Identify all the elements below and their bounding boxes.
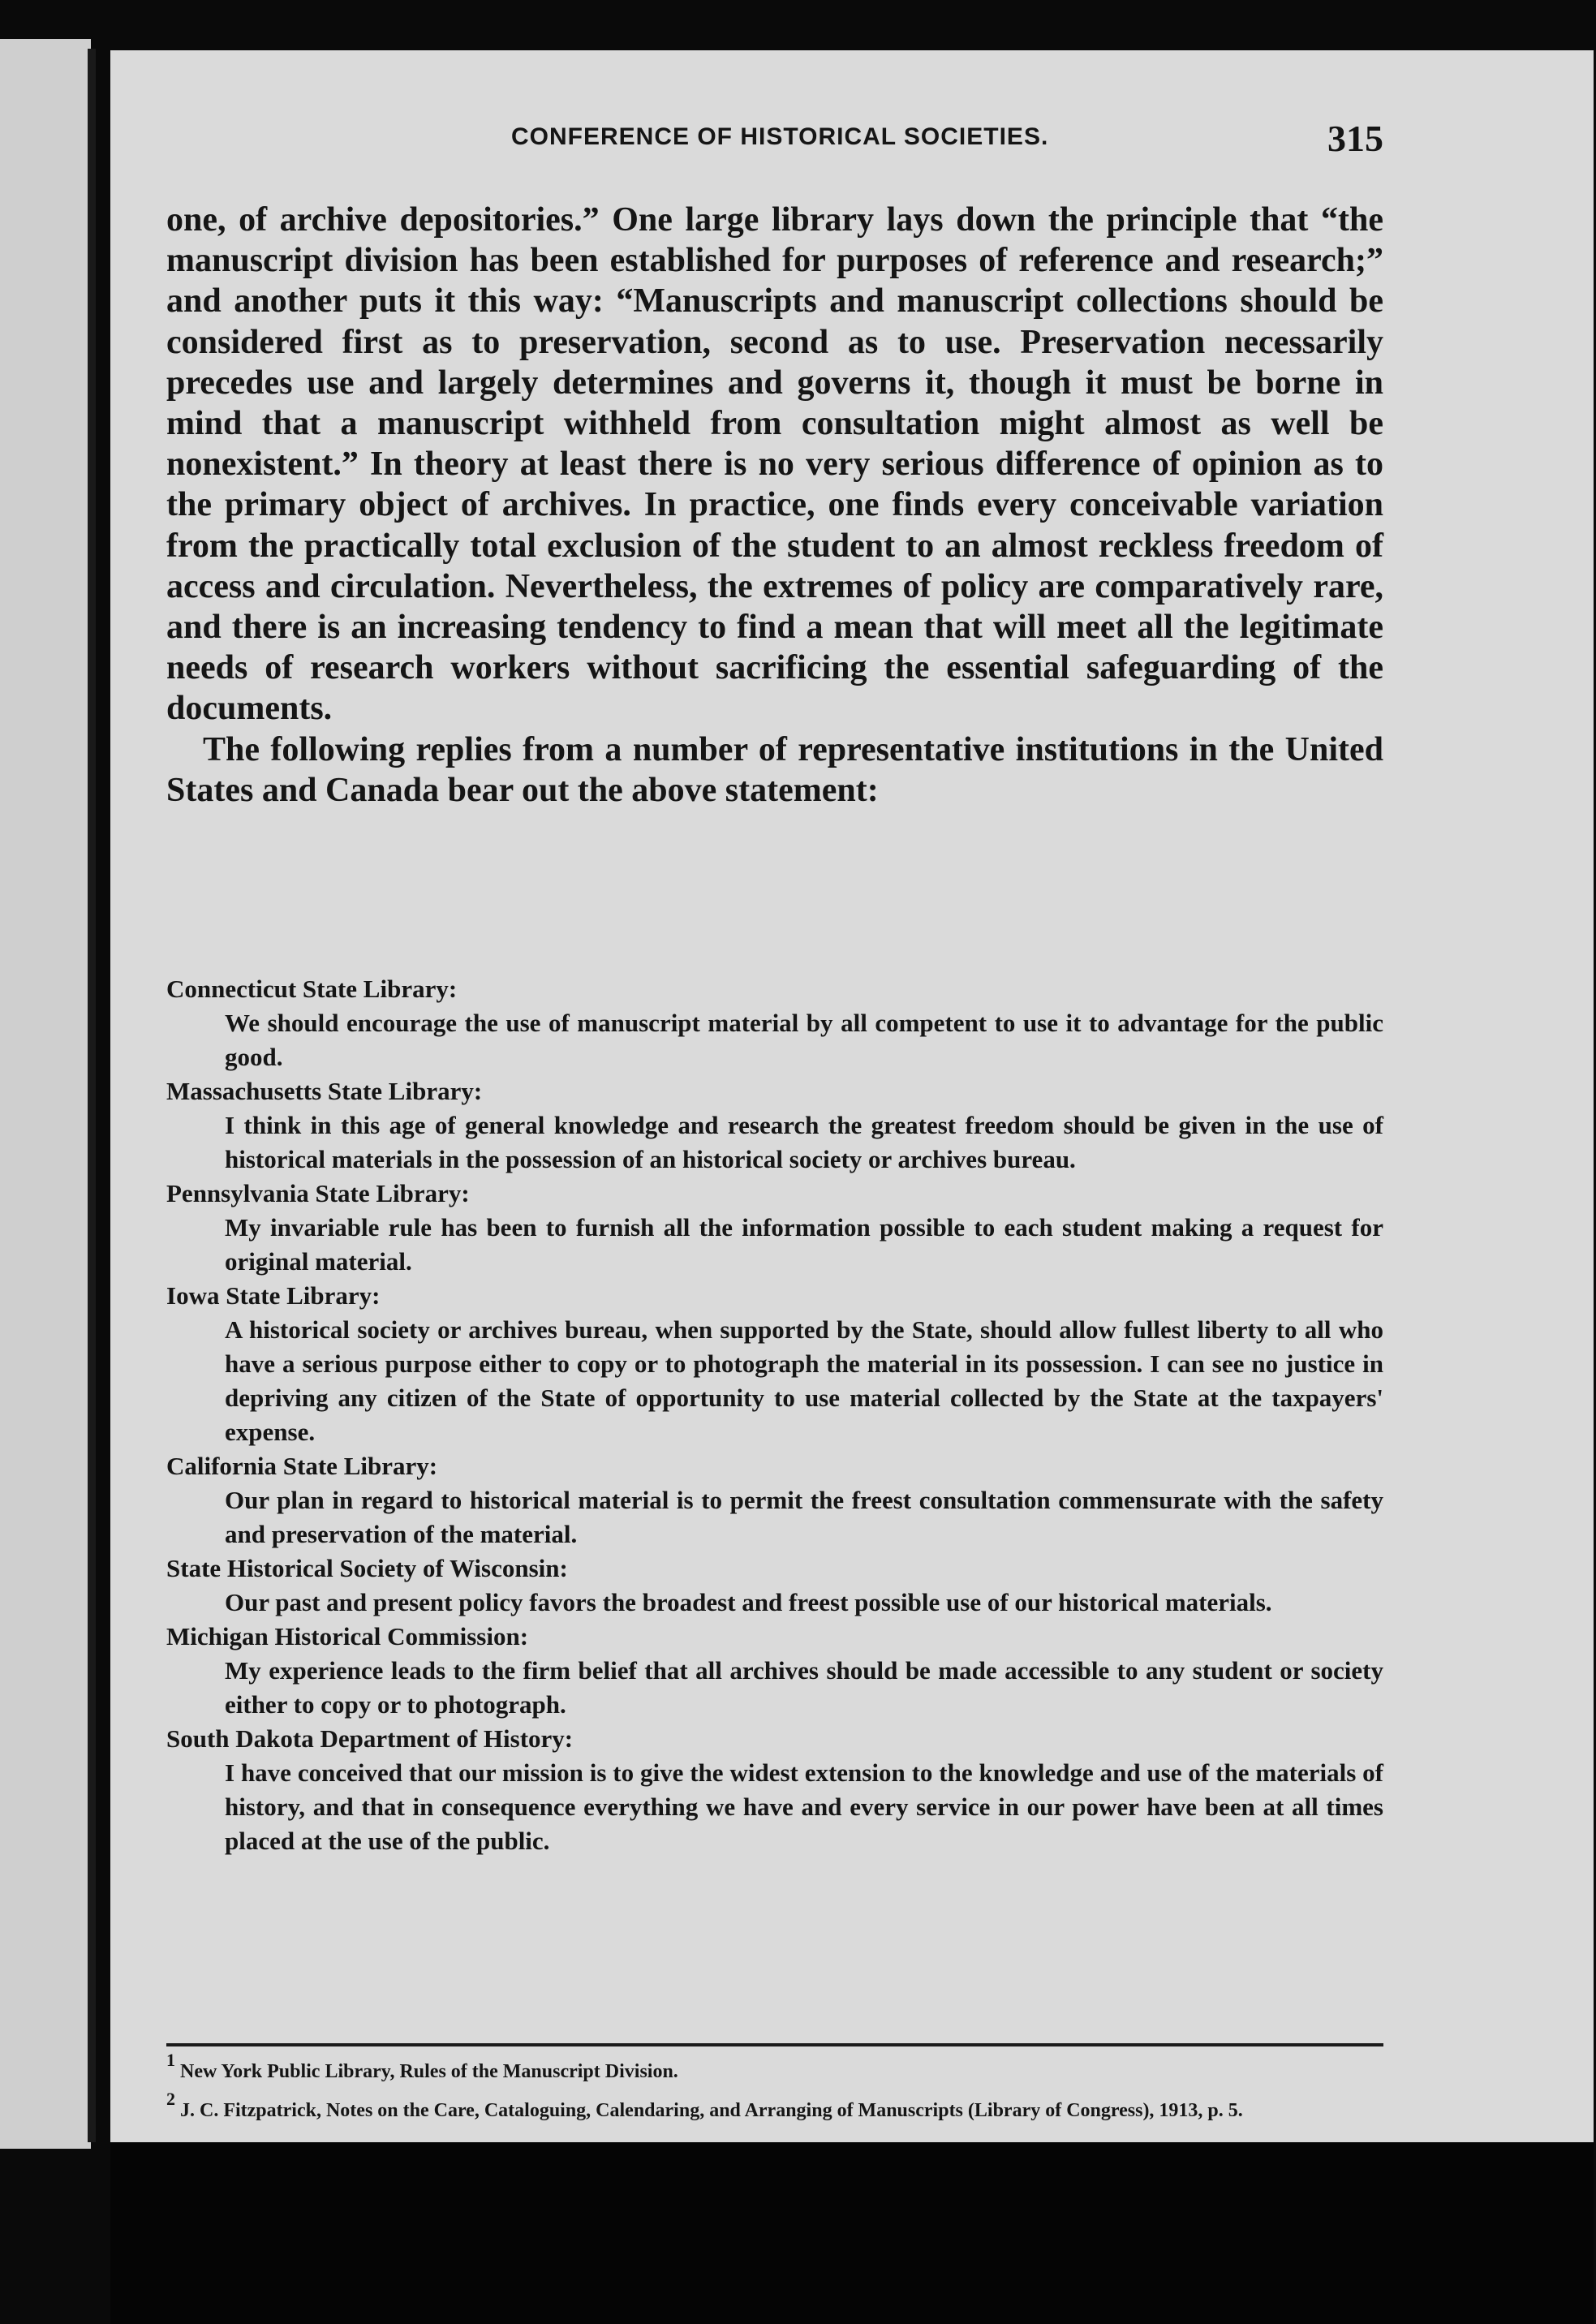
footnote-mark: 1 bbox=[166, 2050, 175, 2070]
reply-text: We should encourage the use of manuscript material by all competent to use it to advantage for the public good. bbox=[225, 1009, 1383, 1071]
footnote bbox=[166, 2046, 1383, 2085]
running-head: CONFERENCE OF HISTORICAL SOCIETIES. bbox=[511, 123, 1049, 150]
body-text bbox=[166, 200, 1383, 811]
footnote-mark: 2 bbox=[166, 2089, 175, 2109]
reply-entry bbox=[166, 1551, 1383, 1620]
page-binding-edge bbox=[88, 49, 96, 2142]
reply-entry bbox=[166, 1449, 1383, 1551]
scan-border bbox=[110, 2142, 1594, 2324]
institution-name: South Dakota Department of History: bbox=[166, 1724, 574, 1753]
paragraph-1: one, of archive depositories.” One large library lays down the principle that “the manuscript division has been established for purposes of reference and research;” and another puts it this way: “Manuscripts and manuscript collections should be considered first as to preservation, second as to use. Preservation necessarily precedes use and largely determines and governs it, though it must be borne in mind that a manuscript withheld from consultation might almost as well be nonexistent.” In theory at least there is no very serious difference of opinion as to the primary object of archives. In practice, one finds every conceivable variation from the practically total exclusion of the student to an almost reckless freedom of access and circulation. Nevertheless, the extremes of policy are comparatively rare, and there is an increasing tendency to find a mean that will meet all the legitimate needs of research workers without sacrificing the essential safeguarding of the documents. bbox=[166, 201, 1383, 728]
reply-entry bbox=[166, 1074, 1383, 1177]
reply-text: Our plan in regard to historical material is to permit the freest consultation commensurate with the safety and preservation of the material. bbox=[225, 1486, 1383, 1548]
institution-name: Massachusetts State Library: bbox=[166, 1077, 483, 1105]
institution-name: Connecticut State Library: bbox=[166, 975, 458, 1003]
page-number: 315 bbox=[1327, 118, 1383, 159]
replies-list bbox=[166, 972, 1383, 1858]
reply-text: I think in this age of general knowledge and research the greatest freedom should be given in the use of historical materials in the possession of an historical society or archives bureau. bbox=[225, 1111, 1383, 1173]
reply-text: A historical society or archives bureau, when supported by the State, should allow fullest liberty to all who have a serious purpose either to copy or to photograph the material in its possession. I can see no justice in depriving any citizen of the State of opportunity to use material collected by the State at the taxpayers' expense. bbox=[225, 1315, 1383, 1446]
reply-entry bbox=[166, 1620, 1383, 1722]
previous-page-edge bbox=[0, 39, 91, 2149]
footnote bbox=[166, 2085, 1383, 2124]
reply-text: I have conceived that our mission is to give the widest extension to the knowledge and use of the materials of history, and that in consequence everything we have and every service in our power have been at all times placed at the use of the public. bbox=[225, 1758, 1383, 1855]
institution-name: State Historical Society of Wisconsin: bbox=[166, 1554, 568, 1582]
footnote-text: New York Public Library, Rules of the Manuscript Division. bbox=[180, 2061, 678, 2082]
paragraph-2: The following replies from a number of representative institutions in the United States and Canada bear out the above statement: bbox=[166, 730, 1383, 809]
reply-text: Our past and present policy favors the broadest and freest possible use of our historical materials. bbox=[225, 1588, 1272, 1616]
reply-entry bbox=[166, 1177, 1383, 1279]
institution-name: Pennsylvania State Library: bbox=[166, 1179, 470, 1207]
reply-entry bbox=[166, 972, 1383, 1074]
institution-name: Iowa State Library: bbox=[166, 1281, 381, 1310]
footnotes bbox=[166, 2046, 1383, 2124]
reply-entry bbox=[166, 1279, 1383, 1449]
footnote-text: J. C. Fitzpatrick, Notes on the Care, Cataloguing, Calendaring, and Arranging of Manuscripts (Library of Congress), 1913, p. 5. bbox=[180, 2100, 1243, 2121]
institution-name: California State Library: bbox=[166, 1452, 438, 1480]
reply-text: My experience leads to the firm belief that all archives should be made accessible to any student or society either to copy or to photograph. bbox=[225, 1656, 1383, 1719]
institution-name: Michigan Historical Commission: bbox=[166, 1622, 529, 1650]
reply-entry bbox=[166, 1722, 1383, 1858]
reply-text: My invariable rule has been to furnish all the information possible to each student making a request for original material. bbox=[225, 1213, 1383, 1276]
